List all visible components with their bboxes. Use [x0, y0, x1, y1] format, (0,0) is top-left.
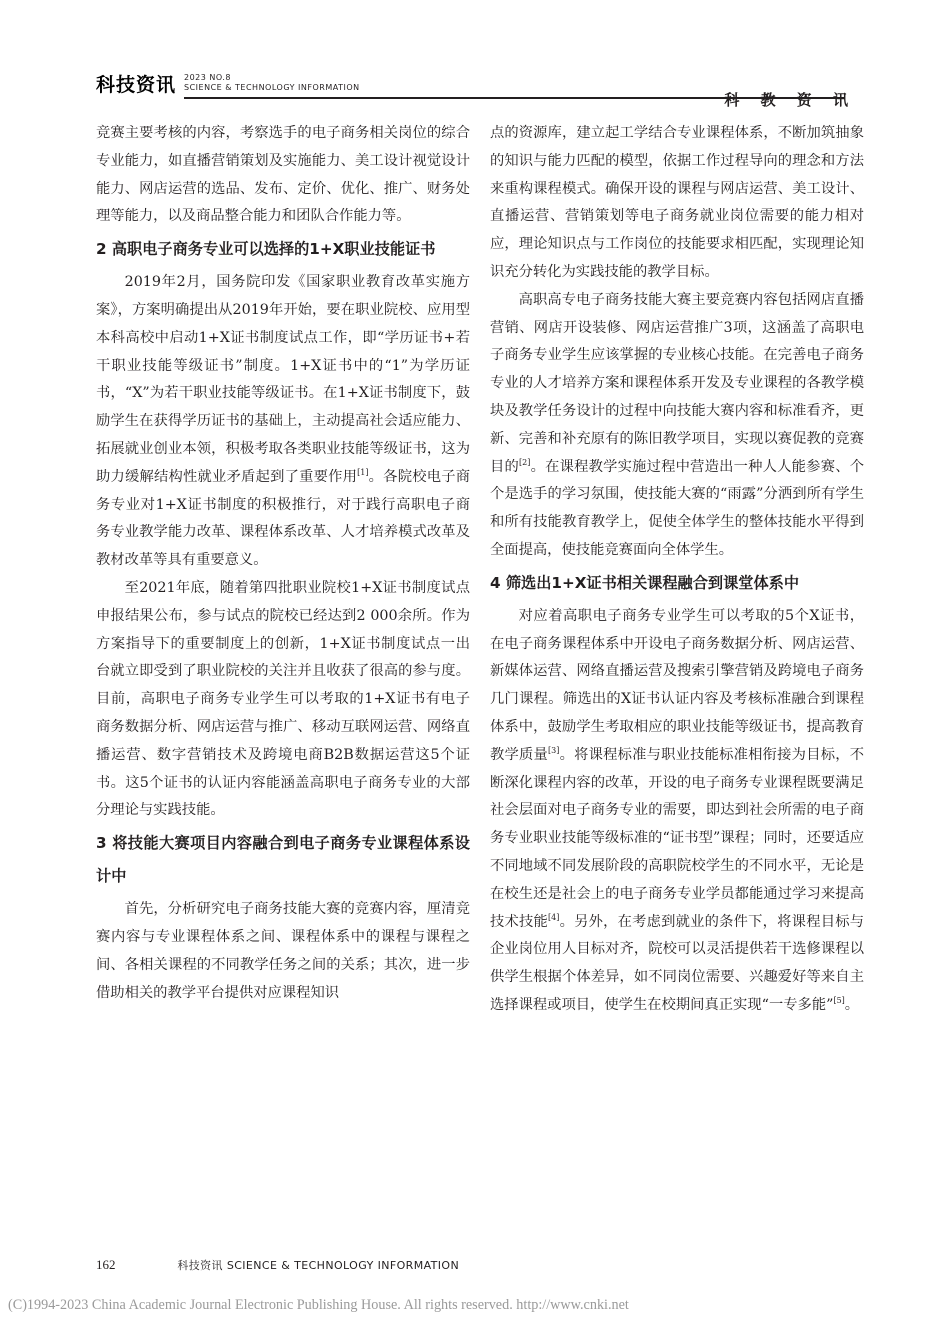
left-column: [96, 120, 470, 1007]
paragraph-text: 。在课程教学实施过程中营造出一种人人能参赛、个个是选手的学习氛围，使技能大赛的“雨露”分洒到所有学生和所有技能教育教学上，促使全体学生的整体技能水平得到全面提高，使技能竞赛面向全体学生。: [490, 458, 865, 558]
issue-number: 2023 NO.8: [184, 73, 231, 82]
citation-ref: [4]: [548, 912, 560, 922]
paragraph-text: 点的资源库，建立起工学结合专业课程体系，不断加筑抽象的知识与能力匹配的模型，依据工作过程导向的理念和方法来重构课程模式。确保开设的课程与网店运营、美工设计、直播运营、营销策划等电子商务就业岗位需要的能力相对应，理论知识点与工作岗位的技能要求相匹配，实现理论知识充分转化为实践技能的教学目标。: [490, 125, 864, 280]
paragraph-text: 。: [844, 996, 860, 1013]
right-column: [490, 120, 864, 1020]
paragraph-text: 。另外，在考虑到就业的条件下，将课程目标与企业岗位用人目标对齐，院校可以灵活提供若干选修课程以供学生根据个体差异，如不同岗位需要、兴趣爱好等来自主选择课程或项目，使学生在校期间真正实现“一专多能”: [490, 913, 865, 1013]
section-heading: 3 将技能大赛项目内容融合到电子商务专业课程体系设计中: [96, 834, 470, 886]
issue-info: [184, 73, 360, 93]
paragraph-text: 对应着高职电子商务专业学生可以考取的5个X证书，在电子商务课程体系中开设电子商务数据分析、网店运营、新媒体运营、网络直播运营及搜索引擎营销及跨境电子商务几门课程。筛选出的X证书认证内容及考核标准融合到课程体系中，鼓励学生考取相应的职业技能等级证书，提高教育教学质量: [490, 607, 864, 763]
paragraph: [96, 269, 470, 575]
paragraph: [96, 896, 470, 1007]
citation-ref: [1]: [357, 468, 369, 477]
citation-ref: [5]: [833, 996, 845, 1006]
paragraph-text: 高职高专电子商务技能大赛主要竞赛内容包括网店直播营销、网店开设装修、网店运营推广3项，这涵盖了高职电子商务专业学生应该掌握的专业核心技能。在完善电子商务专业的人才培养方案和课程体系开发及专业课程的各教学模块及教学任务设计的过程中向技能大赛内容和标准看齐，更新、完善和补充原有的陈旧教学项目，实现以赛促教的竞赛目的: [490, 291, 864, 475]
citation-ref: [3]: [548, 745, 560, 755]
paragraph-text: 竞赛主要考核的内容，考察选手的电子商务相关岗位的综合专业能力，如直播营销策划及实施能力、美工设计视觉设计能力、网店运营的选品、发布、定价、优化、推广、财务处理等能力，以及商品整合能力和团队合作能力等。: [96, 125, 470, 225]
page-footer: [96, 1257, 459, 1273]
paragraph-text: 。将课程标准与职业技能标准相衔接为目标，不断深化课程内容的改革，开设的电子商务专业课程既要满足社会层面对电子商务专业的需要，即达到社会所需的电子商务专业职业技能等级标准的“证书型”课程；同时，还要适应不同地域不同发展阶段的高职院校学生的不同水平，无论是在校生还是社会上的电子商务专业学员都能通过学习来提高技术技能: [490, 746, 865, 930]
paragraph: [96, 120, 470, 231]
section-heading: 4 筛选出1+X证书相关课程融合到课堂体系中: [490, 573, 800, 592]
paragraph: [490, 603, 864, 1020]
page-number: 162: [96, 1257, 116, 1272]
journal-logo: 科技资讯: [96, 74, 177, 96]
page-header: [96, 68, 856, 108]
section-title: 科 教 资 讯: [724, 91, 856, 109]
paragraph: [490, 287, 864, 565]
journal-english-name: SCIENCE & TECHNOLOGY INFORMATION: [184, 83, 360, 92]
section-heading: 2 高职电子商务专业可以选择的1+X职业技能证书: [96, 240, 436, 259]
paragraph-text: 至2021年底，随着第四批职业院校1+X证书制度试点申报结果公布，参与试点的院校已经达到2 000余所。作为方案指导下的重要制度上的创新，1+X证书制度试点一出台就立即受到了职业院校的关注并且收获了很高的参与度。目前，高职电子商务专业学生可以考取的1+X证书有电子商务数据分析、网店运营与推广、移动互联网运营、网络直播运营、数字营销技术及跨境电商B2B数据运营这5个证书。这5个证书的认证内容能涵盖高职电子商务专业的大部分理论与实践技能。: [96, 579, 470, 819]
paragraph-text: 首先，分析研究电子商务技能大赛的竞赛内容，厘清竞赛内容与专业课程体系之间、课程体系中的课程与课程之间、各相关课程的不同教学任务之间的关系；其次，进一步借助相关的教学平台提供对应课程知识: [96, 901, 470, 1001]
copyright-line: (C)1994-2023 China Academic Journal Electronic Publishing House. All rights reserved. http://www.cnki.net: [8, 1297, 629, 1313]
paragraph-text: 2019年2月，国务院印发《国家职业教育改革实施方案》，方案明确提出从2019年开始，要在职业院校、应用型本科高校中启动1+X证书制度试点工作，即“学历证书+若干职业技能等级证书”制度。1+X证书中的“1”为学历证书，“X”为若干职业技能等级证书。在1+X证书制度下，鼓励学生在获得学历证书的基础上，主动提高社会适应能力、拓展就业创业本领，积极考取各类职业技能等级证书，这为助力缓解结构性就业矛盾起到了重要作用: [96, 274, 470, 485]
citation-ref: [2]: [519, 457, 531, 467]
paragraph-text: 。各院校电子商务专业对1+X证书制度的积极推行，对于践行高职电子商务专业教学能力改革、课程体系改革、人才培养模式改革及教材改革等具有重要意义。: [96, 468, 471, 569]
paragraph: [96, 575, 470, 825]
paragraph: [490, 120, 864, 287]
footer-journal: 科技资讯 SCIENCE & TECHNOLOGY INFORMATION: [177, 1259, 460, 1272]
